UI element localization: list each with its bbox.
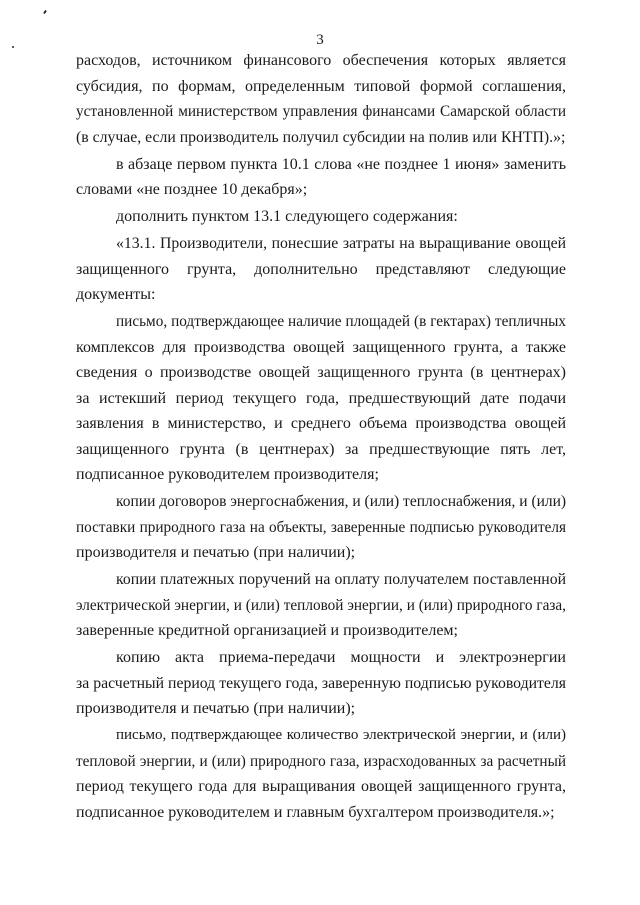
text-line: подписанное руководителем производителя;: [76, 466, 379, 483]
paragraph: [76, 48, 566, 150]
paragraph: [76, 152, 566, 203]
page-number: 3: [316, 32, 324, 48]
text-line: подписанное руководителем и главным бухгалтером производителя.»;: [76, 803, 555, 821]
text-line: сведения о производстве овощей защищенного грунта (в центнерах): [76, 364, 566, 381]
text-line: производителя и печатью (при наличии);: [76, 700, 356, 717]
document-body: [76, 48, 566, 825]
text-line: период текущего года для выращивания овощей защищенного грунта,: [76, 778, 566, 795]
text-line: словами «не позднее 10 декабря»;: [76, 181, 308, 198]
paragraph: [76, 309, 566, 488]
paragraph: [76, 204, 566, 230]
paragraph: [76, 567, 566, 644]
text-line: документы:: [76, 286, 156, 303]
text-line: защищенного грунта (в центнерах) за предшествующие пять лет,: [76, 440, 566, 458]
paragraph: [76, 489, 566, 566]
text-line: в абзаце первом пункта 10.1 слова «не позднее 1 июня» заменить: [116, 155, 566, 173]
text-line: «13.1. Производители, понесшие затраты на выращивание овощей: [116, 235, 566, 252]
text-line: поставки природного газа на объекты, заверенные подписью руководителя: [76, 518, 566, 536]
text-line: (в случае, если производитель получил субсидии на полив или КНТП).»;: [76, 128, 566, 146]
text-line: письмо, подтверждающее количество электрической энергии, и (или): [116, 727, 566, 743]
text-line: установленной министерством управления финансами Самарской области: [76, 103, 566, 120]
text-line: защищенного грунта, дополнительно представляют следующие: [76, 260, 566, 278]
text-line: электрической энергии, и (или) тепловой энергии, и (или) природного газа,: [76, 596, 566, 614]
text-line: заверенные кредитной организацией и производителем;: [76, 622, 458, 639]
paragraph: [76, 723, 566, 825]
text-line: расходов, источником финансового обеспечения которых является: [76, 52, 566, 69]
paragraph: [76, 231, 566, 308]
text-line: копию акта приема-передачи мощности и электроэнергии: [116, 649, 566, 666]
text-line: копии договоров энергоснабжения, и (или) теплоснабжения, и (или): [116, 493, 567, 510]
text-line: субсидия, по формам, определенным типовой формой соглашения,: [76, 77, 566, 95]
paragraph: [76, 645, 566, 722]
text-line: заявления в министерство, и среднего объема производства овощей: [76, 415, 566, 432]
text-line: производителя и печатью (при наличии);: [76, 544, 356, 561]
scan-mark-top: [43, 10, 47, 14]
text-line: письмо, подтверждающее наличие площадей (в гектарах) тепличных: [116, 313, 566, 330]
text-line: комплексов для производства овощей защищенного грунта, а также: [76, 338, 566, 356]
text-line: тепловой энергии, и (или) природного газа, израсходованных за расчетный: [76, 752, 566, 770]
text-line: за расчетный период текущего года, заверенную подписью руководителя: [76, 674, 566, 692]
text-line: копии платежных поручений на оплату получателем поставленной: [116, 571, 566, 588]
text-line: за истекший период текущего года, предшествующий дате подачи: [76, 389, 566, 407]
text-line: дополнить пунктом 13.1 следующего содержания:: [116, 208, 458, 225]
